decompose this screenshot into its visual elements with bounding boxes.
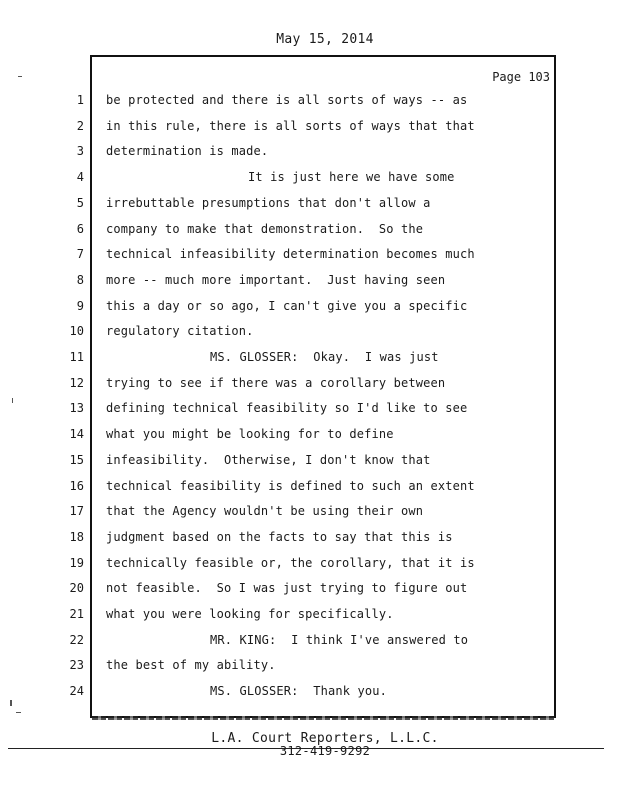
transcript-line: irrebuttable presumptions that don't allow a [106, 195, 431, 210]
line-number: 3 [76, 144, 84, 159]
footer-phone: 312-419-9292 [279, 744, 371, 758]
transcript-line: determination is made. [106, 144, 269, 159]
header-date: May 15, 2014 [276, 32, 374, 47]
frame-bottom-edge [92, 716, 556, 720]
line-number: 11 [69, 350, 84, 364]
transcript-line: that the Agency wouldn't be using their own [106, 504, 424, 519]
transcript-line: defining technical feasibility so I'd like to see [106, 401, 468, 416]
transcript-line: It is just here we have some [248, 170, 455, 185]
line-number: 2 [76, 118, 84, 133]
line-number: 17 [69, 504, 84, 519]
transcript-line: MR. KING: I think I've answered to [210, 632, 469, 647]
transcript-line: company to make that demonstration. So the [106, 221, 424, 236]
line-number: 12 [69, 375, 84, 390]
line-number: 7 [76, 247, 84, 262]
line-number: 15 [69, 452, 84, 467]
transcript-line: technical feasibility is defined to such an extent [106, 478, 475, 493]
line-number: 13 [69, 401, 84, 416]
transcript-line: what you might be looking for to define [106, 427, 394, 442]
line-number: 5 [76, 195, 84, 210]
line-number: 23 [69, 658, 84, 673]
transcript-line: be protected and there is all sorts of ways -- as [106, 93, 468, 107]
scan-speck [12, 398, 13, 403]
line-number: 16 [69, 478, 84, 493]
line-number: 9 [76, 298, 84, 313]
scan-speck [10, 700, 12, 706]
transcript-line: trying to see if there was a corollary between [106, 375, 446, 390]
line-number: 1 [76, 93, 84, 107]
footer-company: L.A. Court Reporters, L.L.C. [211, 731, 439, 746]
transcript-line: MS. GLOSSER: Okay. I was just [210, 350, 439, 364]
transcript-line: regulatory citation. [106, 324, 254, 339]
transcript-line: MS. GLOSSER: Thank you. [210, 684, 387, 699]
scan-speck [16, 712, 21, 713]
transcript-line: technical infeasibility determination becomes much [106, 247, 475, 262]
line-number: 10 [69, 324, 84, 339]
transcript-line: technically feasible or, the corollary, that it is [106, 555, 475, 570]
line-number: 18 [69, 529, 84, 544]
transcript-line: not feasible. So I was just trying to figure out [106, 581, 468, 596]
line-number: 8 [76, 272, 84, 287]
line-number: 19 [69, 555, 84, 570]
transcript-line: judgment based on the facts to say that this is [106, 529, 453, 544]
transcript-line: infeasibility. Otherwise, I don't know that [106, 452, 431, 467]
transcript-line: what you were looking for specifically. [106, 607, 394, 621]
line-number: 6 [76, 221, 84, 236]
transcript-line: the best of my ability. [106, 658, 276, 673]
line-number: 20 [69, 581, 84, 596]
line-number: 4 [76, 170, 84, 185]
transcript-line: more -- much more important. Just having seen [106, 272, 446, 287]
transcript-line: this a day or so ago, I can't give you a specific [106, 298, 468, 313]
transcript-line: in this rule, there is all sorts of ways that that [106, 118, 475, 133]
line-number: 24 [69, 684, 84, 699]
page-number: Page 103 [492, 70, 550, 84]
scan-speck [18, 76, 22, 77]
line-number: 14 [69, 427, 84, 442]
line-number: 21 [69, 607, 84, 621]
line-number: 22 [69, 632, 84, 647]
